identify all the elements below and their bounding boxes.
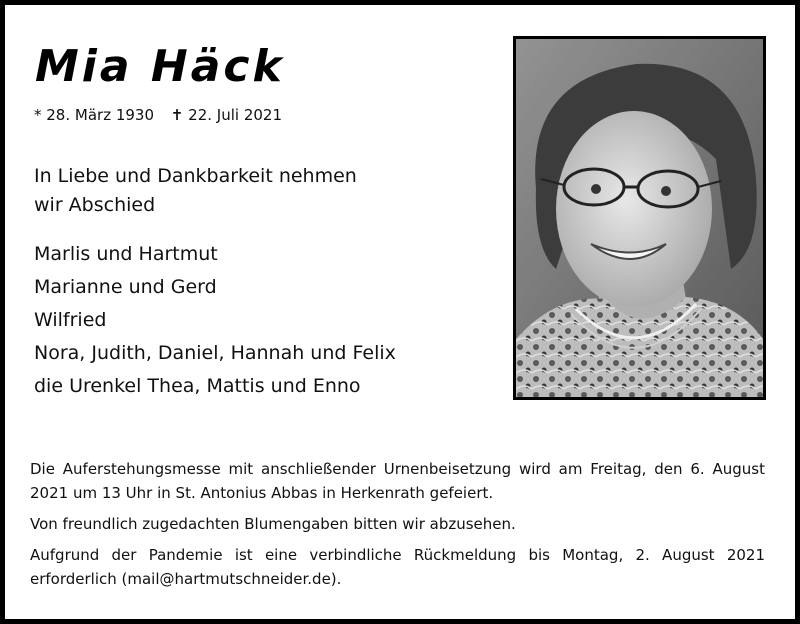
service-details xyxy=(30,457,765,598)
flowers-note: Von freundlich zugedachten Blumengaben bitten wir abzusehen. xyxy=(30,515,516,533)
portrait-photo xyxy=(513,36,766,400)
mourner-entry: Marlis und Hartmut xyxy=(34,243,218,265)
mourner-entry: Nora, Judith, Daniel, Hannah und Felix xyxy=(34,342,396,364)
birth-date: * 28. März 1930 xyxy=(34,106,155,124)
death-date: 22. Juli 2021 xyxy=(188,106,282,124)
mourner-entry: Wilfried xyxy=(34,309,107,331)
farewell-line-1: In Liebe und Dankbarkeit nehmen xyxy=(34,165,357,187)
farewell-text xyxy=(34,162,357,220)
death-date-group xyxy=(171,106,282,124)
portrait-icon xyxy=(516,39,763,397)
cross-icon: ✝ xyxy=(170,106,184,124)
life-dates xyxy=(34,106,282,124)
mourners-list xyxy=(34,238,396,403)
mourner-entry: die Urenkel Thea, Mattis und Enno xyxy=(34,375,361,397)
farewell-line-2: wir Abschied xyxy=(34,194,156,216)
mourner-entry: Marianne und Gerd xyxy=(34,276,217,298)
pandemic-note: Aufgrund der Pandemie ist eine verbindliche Rückmeldung bis Montag, 2. August 2021 erforderlich (mail@hartmutschneider.de). xyxy=(30,546,765,588)
mass-announcement: Die Auferstehungsmesse mit anschließender Urnenbeisetzung wird am Freitag, den 6. August 2021 um 13 Uhr in St. Antonius Abbas in Herkenrath gefeiert. xyxy=(30,460,765,502)
deceased-name: Mia Häck xyxy=(35,41,285,92)
